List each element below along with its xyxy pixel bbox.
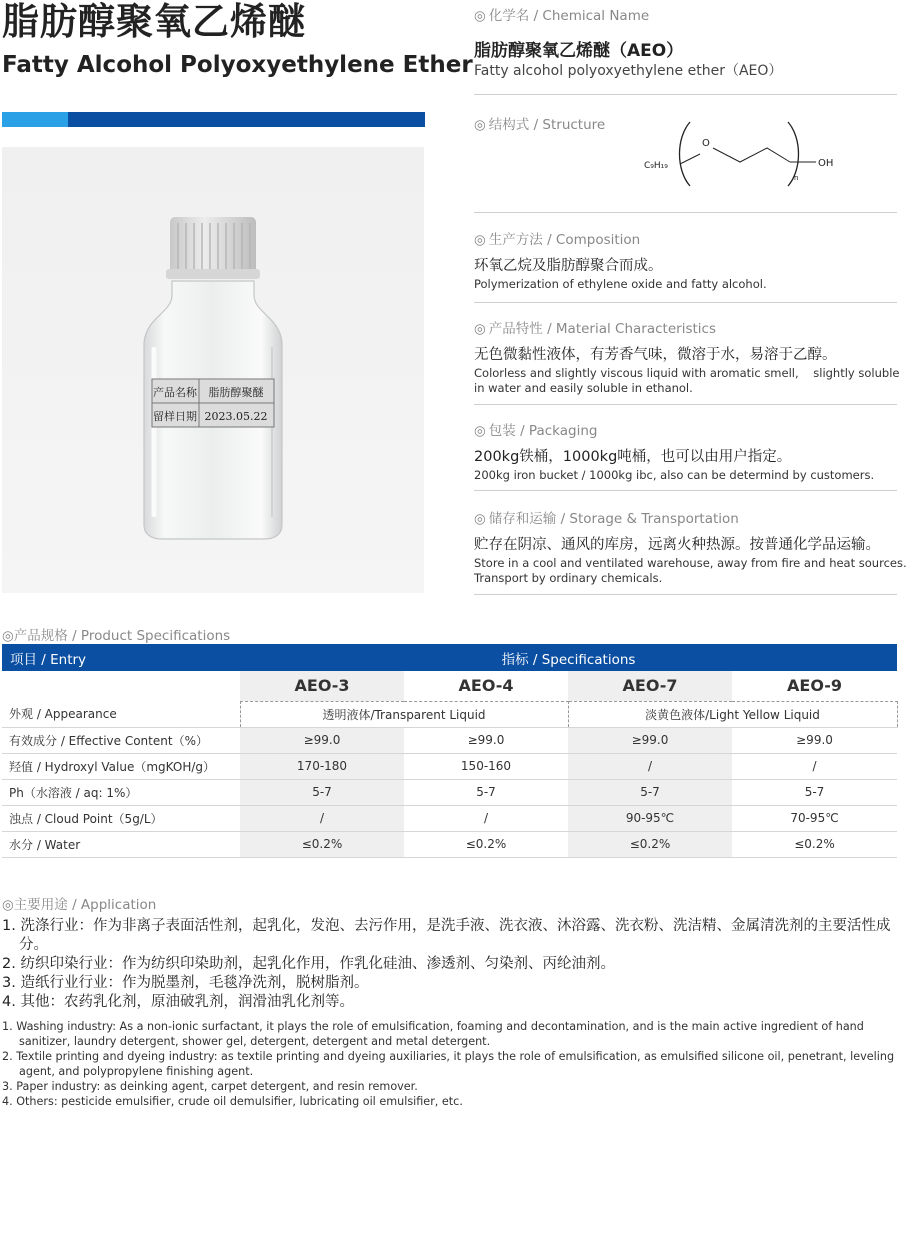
entry-header: 项目 / Entry <box>2 644 240 671</box>
list-item: 3. 造纸行业行业：作为脱墨剂，毛毯净洗剂，脱树脂剂。 <box>2 975 369 991</box>
list-item: 1. Washing industry: As a non-ionic surfactant, it plays the role of emulsification, foaming and decontamination, and is the main active ingredient of hand sanitizer, laundry detergent, shower gel, detergent, detergent and metal detergent. <box>2 1020 864 1048</box>
storage-cn: 贮存在阴凉、通风的库房，远离火种热源。按普通化学品运输。 <box>474 537 880 553</box>
divider <box>474 94 897 95</box>
composition-en: Polymerization of ethylene oxide and fatty alcohol. <box>474 277 767 291</box>
bottle <box>144 217 282 539</box>
table-row <box>2 753 897 779</box>
list-item: 1. 洗涤行业：作为非离子表面活性剂，起乳化，发泡、去污作用，是洗手液、洗衣液、沐浴露、洗衣粉、洗洁精、金属清洗剂的主要活性成分。 <box>2 918 891 953</box>
section-heading: 产品特性 / Material Characteristics <box>488 321 716 337</box>
row-label: 外观 / Appearance <box>2 701 240 727</box>
cell: 5-7 <box>240 779 404 805</box>
model-aeo7: AEO-7 <box>568 671 732 701</box>
characteristics-section: ◎ 产品特性 / Material Characteristics 无色微黏性液体，有芳香气味，微溶于水，易溶于乙醇。 Colorless and slightly viscous liquid with aromatic smell, slightly soluble in water and easily soluble in ethanol. <box>474 317 910 396</box>
divider <box>474 490 897 491</box>
specs-table <box>2 644 898 858</box>
cell: / <box>404 805 568 831</box>
cell: ≥99.0 <box>240 727 404 753</box>
label-date-value: 2023.05.22 <box>204 410 268 423</box>
cell: 170-180 <box>240 753 404 779</box>
chemical-name-section: ◎ 化学名 / Chemical Name <box>474 8 650 24</box>
models-row <box>2 671 897 701</box>
row-label: Ph（水溶液 / aq: 1%） <box>2 779 240 805</box>
divider <box>474 404 897 405</box>
packaging-cn: 200kg铁桶，1000kg吨桶，也可以由用户指定。 <box>474 449 792 465</box>
cell: ≥99.0 <box>732 727 897 753</box>
table-row <box>2 831 897 857</box>
composition-cn: 环氧乙烷及脂肪醇聚合而成。 <box>474 258 663 274</box>
list-item: 4. 其他：农药乳化剂，原油破乳剂，润滑油乳化剂等。 <box>2 994 354 1010</box>
cell: ≤0.2% <box>240 831 404 857</box>
packaging-section: ◎ 包装 / Packaging 200kg铁桶，1000kg吨桶，也可以由用户指定。 200kg iron bucket / 1000kg ibc, also can be determind by customers. <box>474 419 898 483</box>
list-item: 3. Paper industry: as deinking agent, carpet detergent, and resin remover. <box>2 1080 418 1093</box>
storage-en: Store in a cool and ventilated warehouse, away from fire and heat sources. Transport by ordinary chemicals. <box>474 556 907 585</box>
cell: ≥99.0 <box>404 727 568 753</box>
characteristics-cn: 无色微黏性液体，有芳香气味，微溶于水，易溶于乙醇。 <box>474 347 837 363</box>
application-list-cn <box>2 917 900 1012</box>
label-date-key: 留样日期 <box>153 410 197 423</box>
structure-formula <box>640 118 840 190</box>
characteristics-en: Colorless and slightly viscous liquid with aromatic smell, slightly soluble in water and easily soluble in ethanol. <box>474 366 904 395</box>
page-subtitle: Fatty Alcohol Polyoxyethylene Ether <box>2 52 473 78</box>
cell: ≥99.0 <box>568 727 732 753</box>
section-heading: 结构式 / Structure <box>488 117 606 133</box>
subscript-n: n <box>794 174 799 182</box>
appearance-group2: 淡黄色液体/Light Yellow Liquid <box>568 701 897 727</box>
chemical-name-cn: 脂肪醇聚氧乙烯醚（AEO） <box>474 41 684 61</box>
cell: 5-7 <box>732 779 897 805</box>
specs-header-row <box>2 644 897 671</box>
packaging-en: 200kg iron bucket / 1000kg ibc, also can be determind by customers. <box>474 468 875 482</box>
appearance-group1: 透明液体/Transparent Liquid <box>240 701 568 727</box>
section-heading: 化学名 / Chemical Name <box>488 8 650 24</box>
model-aeo9: AEO-9 <box>787 676 842 696</box>
list-item: 4. Others: pesticide emulsifier, crude oil demulsifier, lubricating oil emulsifier, etc. <box>2 1095 463 1108</box>
cell: 70-95℃ <box>732 805 897 831</box>
section-heading: 包装 / Packaging <box>488 423 598 439</box>
composition-section: ◎ 生产方法 / Composition 环氧乙烷及脂肪醇聚合而成。 Polymerization of ethylene oxide and fatty alcohol. <box>474 228 898 292</box>
cell: / <box>732 753 897 779</box>
table-row <box>2 701 897 727</box>
model-aeo3: AEO-3 <box>240 671 404 701</box>
storage-section: ◎ 储存和运输 / Storage & Transportation 贮存在阴凉、通风的库房，远离火种热源。按普通化学品运输。 Store in a cool and ventilated warehouse, away from fire and heat sources. Transport by ordinary chemicals. <box>474 507 914 586</box>
title-accent-bar <box>2 112 425 127</box>
divider <box>474 212 897 213</box>
row-label: 浊点 / Cloud Point（5g/L） <box>2 805 240 831</box>
section-heading: 生产方法 / Composition <box>488 232 641 248</box>
cell: 5-7 <box>568 779 732 805</box>
application-list-en <box>2 1019 900 1109</box>
model-aeo4: AEO-4 <box>458 676 514 696</box>
cell: ≤0.2% <box>404 831 568 857</box>
row-label: 羟值 / Hydroxyl Value（mgKOH/g） <box>2 753 240 779</box>
right-group: OH <box>818 158 834 169</box>
divider <box>474 594 897 595</box>
table-row <box>2 727 897 753</box>
page-title: 脂肪醇聚氧乙烯醚 <box>2 0 306 43</box>
cell: 90-95℃ <box>568 805 732 831</box>
chemical-name-en: Fatty alcohol polyoxyethylene ether（AEO） <box>474 63 783 79</box>
label-name-key: 产品名称 <box>153 386 197 399</box>
oxygen-atom: O <box>702 138 710 149</box>
row-label: 有效成分 / Effective Content（%） <box>2 727 240 753</box>
list-item: 2. 纺织印染行业：作为纺织印染助剂，起乳化作用，作乳化硅油、渗透剂、匀染剂、丙纶油剂。 <box>2 956 615 972</box>
product-photo <box>2 147 424 593</box>
cell: / <box>240 805 404 831</box>
structure-section: ◎ 结构式 / Structure <box>474 117 606 133</box>
cell: ≤0.2% <box>732 831 897 857</box>
specs-header: 指标 / Specifications <box>240 644 897 671</box>
cell: 5-7 <box>404 779 568 805</box>
specs-heading: ◎产品规格 / Product Specifications <box>2 628 231 644</box>
list-item: 2. Textile printing and dyeing industry: as textile printing and dyeing auxiliaries, it plays the role of emulsification, as emulsified silicone oil, penetrant, leveling agent, and polypropylene finishing agent. <box>2 1050 895 1078</box>
cell: ≤0.2% <box>568 831 732 857</box>
table-row <box>2 779 897 805</box>
left-group: C₉H₁₉ <box>644 161 668 171</box>
cell: 150-160 <box>404 753 568 779</box>
label-name-value: 脂肪醇聚醚 <box>208 386 264 399</box>
application-heading: ◎主要用途 / Application <box>2 897 157 913</box>
divider <box>474 302 897 303</box>
row-label: 水分 / Water <box>2 831 240 857</box>
section-heading: 储存和运输 / Storage & Transportation <box>488 511 739 527</box>
cell: / <box>568 753 732 779</box>
table-row <box>2 805 897 831</box>
